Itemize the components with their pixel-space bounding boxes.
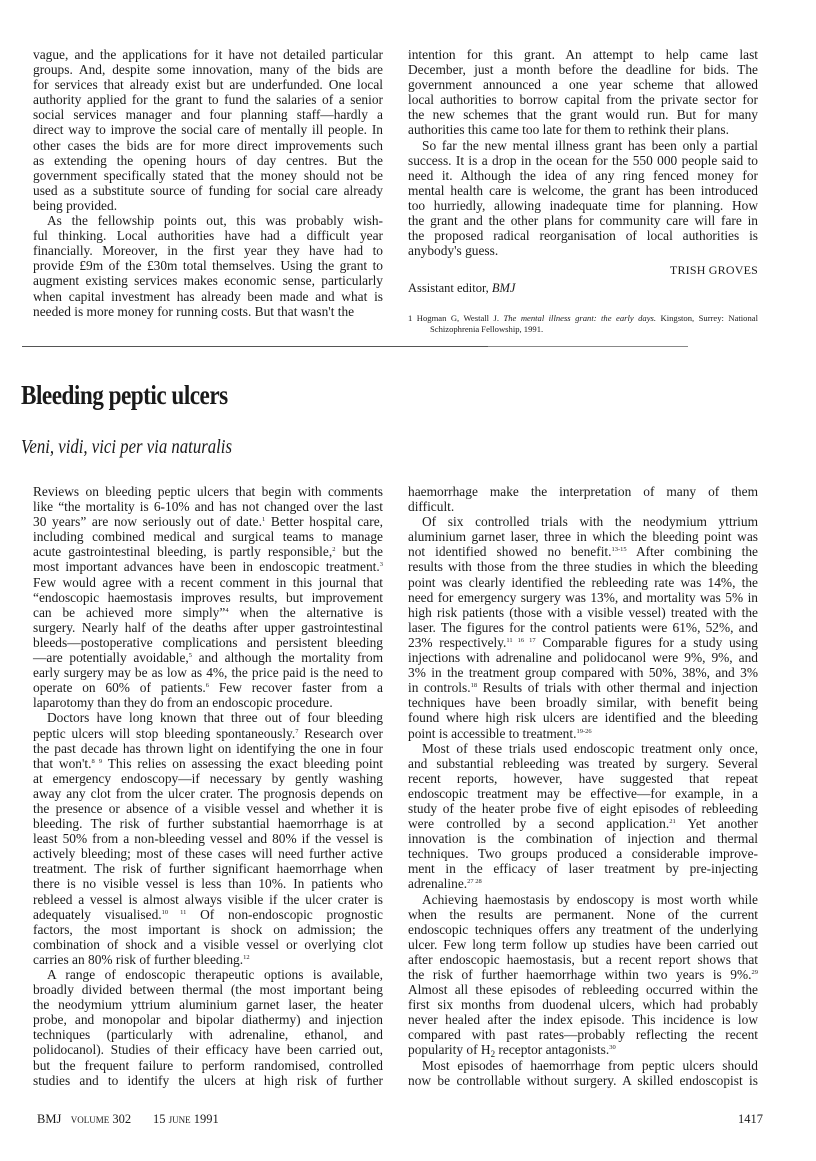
footer-volume-label: volume [70,1112,110,1126]
text-line: compared with past rates—probably reflecting the recent [408,1027,758,1043]
text-line: results with those from the three studies in which the bleeding [408,559,758,575]
text-line: after endoscopic haemostasis, but a recent report shows that [408,951,758,967]
text-line: techniques have been broadly similar, with benefit being [408,695,758,711]
text-line: Most of these trials used endoscopic treatment only once, [422,740,758,756]
text-line: as extending the opening hours of day centres. But the [33,152,383,168]
paragraph [33,47,383,213]
text-line: study of the heater probe five of eight episodes of rebleeding [408,800,758,816]
text-line: haemorrhage make the interpretation of many of them [408,484,758,499]
text-line: but the frequent failure to perform randomised, controlled [33,1057,383,1073]
text-line: combination of shock and a visible vessel or overlying clot [33,936,383,952]
page-number: 1417 [738,1112,763,1126]
text-line: Almost all these episodes of rebleeding occurred within the [408,982,758,998]
text-line: need it. Although the idea of any ring fenced money for [408,167,758,183]
text-line: ful thinking. Local authorities have had a difficult year [33,228,383,244]
text-line: were controlled by a second application.$^{21}$ Yet another [408,816,759,832]
text-line: techniques (particularly with adrenaline, ethanol, and [33,1027,383,1043]
text-line: including combined medical and surgical teams to manage [33,529,383,545]
text-line: studies and to identify the ulcers at high risk of further [33,1072,383,1088]
text-line: innovation is the combination of injection and thermal [408,831,758,847]
text-line: adrenaline.$^{27 28}$ [408,876,482,892]
text-line: when the results are permanent. None of the current [408,906,758,922]
text-line: factors, the most important is shock on admission; the [33,921,383,937]
text-line: intention for this grant. An attempt to help came last [408,47,758,62]
text-line: success. It is a drop in the ocean for the 550 000 people said to [408,152,758,168]
text-line: Doctors have long known that three out of four bleeding [47,710,383,726]
previous-article-left-column [33,47,383,319]
text-line: for services that already exist but are underfunded. One local [33,77,383,93]
author-affiliation [408,281,758,296]
text-line: local authorities to borrow capital from the private sector for [408,92,758,108]
reference-list [408,313,758,334]
article-subtitle: Veni, vidi, vici per via naturalis [21,437,232,458]
text-line: groups. And, despite some innovation, many of the bids are [33,62,383,78]
text-line: high risk patients (those with a visible vessel) treated with the [408,604,758,620]
text-line: the neodymium yttrium aluminium garnet laser, the heater [33,997,383,1013]
text-line: rebleed a vessel is almost always visible if the ulcer crater is [33,891,383,907]
text-line: the grant and the other plans for community care will fare in [408,213,758,229]
paragraph [408,1058,758,1088]
text-line: mental health care is welcome, the grant has been introduced [408,182,758,198]
text-line: too hurriedly, allowing inadequate time for planning. How [408,197,758,213]
paragraph [33,967,383,1088]
text-line: least 50% from a non-bleeding vessel and 80% if the vessel is [33,831,383,847]
text-line: popularity of $H_2$ receptor antagonists.$^{30}$ [408,1042,616,1060]
text-line: not identified showed no benefit.$^{13-15}$ After combining the [408,544,758,560]
text-line: 3% in the treatment group compared with 50%, 38%, and 3% [408,665,758,681]
paragraph [408,484,758,514]
text-line: and substantial rebleeding was treated by surgery. Several [408,755,758,771]
paragraph [408,741,758,892]
section-divider-fade [488,346,688,347]
previous-article-right-text [408,47,758,258]
text-line: broadly divided between thermal (the most important being [33,982,383,998]
footer-journal: BMJ [37,1112,62,1126]
text-line: bleeding. The risk of further substantial haemorrhage is at [33,816,383,832]
text-line: injections with adrenaline and polidocanol were 9%, 9%, and [408,650,758,666]
text-line: away any clot from the ulcer crater. The prognosis depends on [33,785,383,801]
text-line: acute gastrointestinal bleeding, is partly responsible,$^2$ but the [33,544,383,560]
text-line: never healed after the index episode. This incidence is low [408,1012,758,1028]
reference-item: 1 Hogman G, Westall J. The mental illness grant: the early days. Kingston, Surrey: National [408,313,758,324]
reference-title: The mental illness grant: the early days. [503,313,657,324]
text-line: surgery. Nearly half of the deaths after upper gastrointestinal [33,619,383,635]
text-line: other cases the bids are for more direct improvements such [33,137,383,153]
text-line: the presence or absence of a visible vessel and whether it is [33,800,383,816]
text-line: endoscopic techniques offers any treatment of the underlying [408,921,758,937]
text-line: ment in the efficacy of laser treatment by pre-injecting [408,861,758,877]
text-line: augment existing services makes economic sense, particularly [33,273,383,289]
reference-item-continuation: Schizophrenia Fellowship, 1991. [430,323,544,334]
text-line: techniques. Two groups produced a considerable improve- [408,846,758,862]
text-line: probe, and monopolar and bipolar diathermy) and injection [33,1012,383,1028]
text-line: found where high risk ulcers are identified and the bleeding [408,710,758,726]
text-line: polidocanol). Studies of their efficacy have been carried out, [33,1042,383,1058]
text-line: direct way to improve the social care of mentally ill people. In [33,122,383,138]
text-line: operate on 60% of patients.$^6$ Few recover faster from a [33,680,383,696]
text-line: the risk of further haemorrhage within two years is 9%.$^{29}$ [408,967,758,982]
text-line: “endoscopic haemostasis improves results, but improvement [33,589,383,605]
section-divider [22,346,488,347]
text-line: Of six controlled trials with the neodymium yttrium [422,514,758,530]
text-line: financially. Moreover, in the first year they have had to [33,243,383,259]
text-line: point was clearly identified the rebleeding rate was 14%, the [408,574,758,590]
text-line: the past decade has thrown light on identifying the one in four [33,740,383,756]
article-title: Bleeding peptic ulcers [21,380,228,410]
text-line: the new schemes that the grant would run. But for many [408,107,758,123]
text-line: at emergency endoscopy—if necessary by gently washing [33,770,383,786]
text-line: Achieving haemostasis by endoscopy is most worth while [422,891,758,907]
paragraph [408,47,758,138]
article-left-column [33,484,383,1088]
text-line: needed is more money for running costs. But that wasn't the [33,303,355,319]
paragraph [33,484,383,710]
text-line: now be controllable without surgery. A skilled endoscopist is [408,1072,758,1088]
paragraph [408,138,758,259]
text-line: recent reports, however, have suggested that repeat [408,770,758,786]
text-line: laparotomy than they do from an endoscopic procedure. [33,695,333,711]
paragraph [408,892,758,1058]
text-line: used as a substitute source of funding for social care already [33,182,383,198]
footer-date-year: 1991 [193,1112,219,1126]
text-line: adequately visualised.$^{10 11}$ Of non-endoscopic prognostic [33,906,383,922]
affiliation-journal: BMJ [491,281,516,296]
text-line: Most episodes of haemorrhage from peptic ulcers should [422,1057,758,1073]
text-line: can be achieved more simply”$^4$ when the alternative is [33,604,383,620]
text-line: treatment. The risk of further significant haemorrhage when [33,861,383,877]
text-line: December, just a month before the deadline for bids. The [408,62,758,78]
text-line: bleeds—postoperative complications and persistent bleeding [33,634,383,650]
text-line: first six months from duodenal ulcers, which had probably [408,997,758,1013]
text-line: carries an 80% risk of further bleeding.$^{12}$ [33,951,250,967]
text-line: there is no visible vessel is less than 10%. In patients who [33,876,383,892]
text-line: that won't.$^{8 9}$ This relies on assessing the exact bleeding point [33,755,384,771]
text-line: aluminium garnet laser, three in which the bleeding point was [408,529,758,545]
text-line: So far the new mental illness grant has been only a partial [422,137,758,153]
text-line: 23% respectively.$^{11 16 17}$ Comparable figures for a study using [408,634,759,650]
text-line: authorities this came too late for them to rethink their plans. [408,122,729,138]
text-line: Few would agree with a recent comment in this journal that [33,574,383,590]
text-line: difficult. [408,499,455,515]
article-right-column [408,484,758,1088]
text-line: endoscopic treatment may be effective—for example, in a [408,785,758,801]
text-line: being provided. [33,197,118,213]
text-line: provide £9m of the £30m total themselves. Using the grant to [33,258,383,274]
paragraph [33,710,383,967]
affiliation-prefix: Assistant editor, [408,281,492,296]
text-line: authority applied for the grant to fund the salaries of a senior [33,92,383,108]
text-line: social services manager and four planning staff—hardly a [33,107,383,123]
text-line: anybody's guess. [408,243,499,259]
text-line: when capital investment has already been made and what is [33,288,383,304]
text-line: Reviews on bleeding peptic ulcers that begin with comments [33,484,383,499]
text-line: like “the mortality is 6-10% and has not changed over the last [33,499,383,515]
text-line: most important advances have been in endoscopic treatment.$^3$ [33,559,383,575]
text-line: actively bleeding; most of these cases will need further active [33,846,383,862]
text-line: 30 years” are now seriously out of date.$^1$ Better hospital care, [33,514,383,530]
text-line: —are potentially avoidable,$^5$ and although the mortality from [33,650,383,666]
text-line: early surgery may be as low as 4%, the price paid is the need to [33,665,383,681]
text-line: A range of endoscopic therapeutic options is available, [47,967,383,982]
previous-article-right-column [408,47,758,334]
text-line: point is accessible to treatment.$^{19-26}$ [408,725,592,741]
text-line: need for emergency surgery was 13%, and mortality was 5% in [408,589,758,605]
paragraph [33,213,383,319]
footer-volume: 302 [112,1112,132,1126]
footer-date-month: june [168,1112,191,1126]
author-signature: TRISH GROVES [669,263,758,278]
text-line: vague, and the applications for it have not detailed particular [33,47,383,62]
text-line: peptic ulcers will stop bleeding spontaneously.$^7$ Research over [33,725,383,741]
text-line: ulcer. Few long term follow up studies have been carried out [408,936,758,952]
text-line: the proposed radical reorganisation of local authorities is [408,228,758,244]
text-line: in controls.$^{18}$ Results of trials with other thermal and injection [408,680,758,696]
text-line: government specifically stated that the money should not be [33,167,383,183]
footer-date-day: 15 [152,1112,166,1126]
text-line: laser. The figures for the control patients were 61%, 52%, and [408,619,758,635]
text-line: government announced a one year scheme that allowed [408,77,758,93]
page-footer-journal-info [37,1112,219,1127]
paragraph [408,514,758,740]
text-line: As the fellowship points out, this was probably wish- [47,213,383,229]
